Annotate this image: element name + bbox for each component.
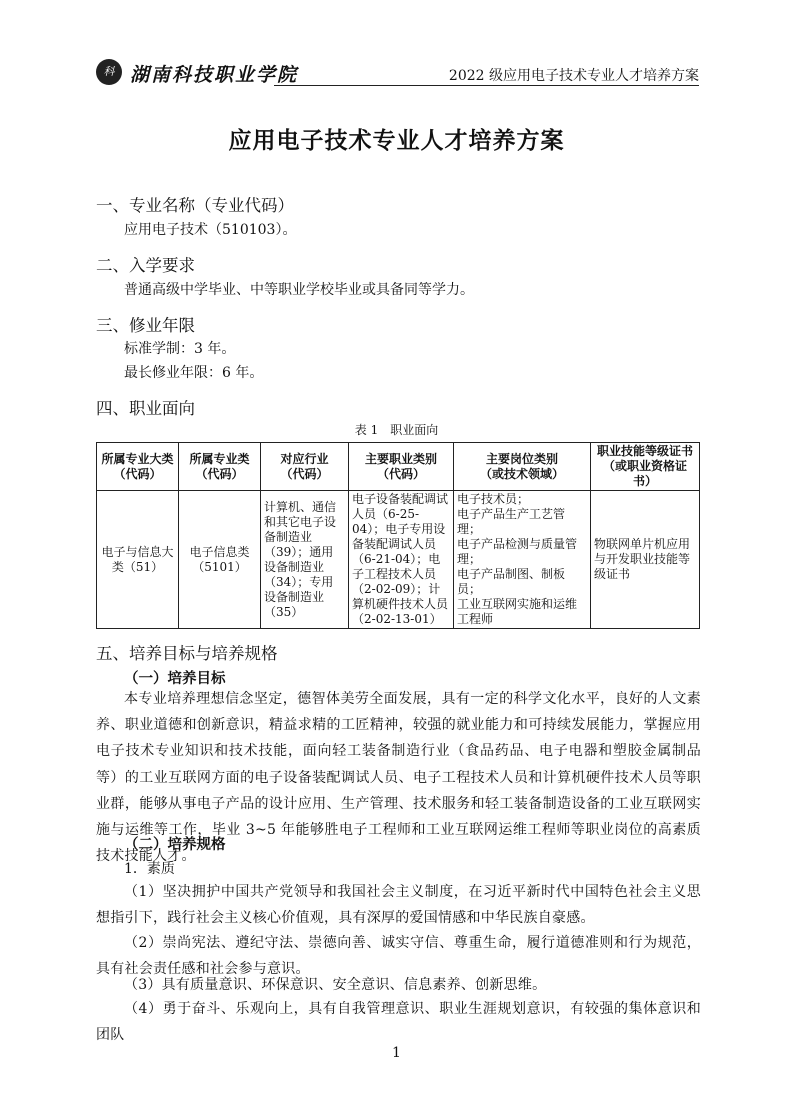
- goal-paragraph: 本专业培养理想信念坚定，德智体美劳全面发展，具有一定的科学文化水平，良好的人文素养、职业道德和创新意识，精益求精的工匠精神，较强的就业能力和可持续发展能力，掌握应用电子技术专业知识和技术技能，面向轻工装备制造行业（食品药品、电子电器和塑胶金属制品等）的工业互联网方面的电子设备装配调试人员、电子工程技术人员和计算机硬件技术人员等职业群，能够从事电子产品的设计应用、生产管理、技术服务和轻工装备制造设备的工业互联网实施与运维等工作，毕业 3~5 年能够胜电子工程师和工业互联网运维工程师等职业岗位的高素质技术技能人才。: [96, 691, 701, 865]
- page-number: 1: [392, 1045, 401, 1061]
- section-1-heading: 一、专业名称（专业代码）: [96, 196, 294, 215]
- spec-item-1: （1）坚决拥护中国共产党领导和我国社会主义制度，在习近平新时代中国特色社会主义思想指引下，践行社会主义核心价值观，具有深厚的爱国情感和中华民族自豪感。: [96, 884, 701, 926]
- table-row: [97, 491, 700, 629]
- header-rule: [274, 85, 699, 86]
- section-3-line-1: 标准学制：3 年。: [124, 341, 236, 357]
- section-3-line-2: 最长修业年限：6 年。: [124, 365, 264, 381]
- page-header: [96, 52, 699, 86]
- cell-major-class: 电子信息类（5101）: [179, 491, 261, 629]
- section-2-body: 普通高级中学毕业、中等职业学校毕业或具备同等学力。: [124, 282, 474, 298]
- cell-positions: 电子技术员； 电子产品生产工艺管理； 电子产品检测与质量管理； 电子产品制图、制板员； 工业互联网实施和运维工程师: [454, 491, 591, 629]
- subsection-goal-heading: （一）培养目标: [124, 671, 226, 687]
- table-header-row: [97, 443, 700, 491]
- spec-item-2: （2）崇尚宪法、遵纪守法、崇德向善、诚实守信、尊重生命，履行道德准则和行为规范，具有社会责任感和社会参与意识。: [96, 935, 701, 977]
- cell-certificate: 物联网单片机应用与开发职业技能等级证书: [591, 491, 700, 629]
- header-doc-title: 2022 级应用电子技术专业人才培养方案: [448, 68, 699, 84]
- table-header-cell: 主要职业类别 （代码）: [349, 443, 454, 491]
- spec-item-4: （4）勇于奋斗、乐观向上，具有自我管理意识、职业生涯规划意识，有较强的集体意识和团队: [96, 1001, 701, 1043]
- table-header-cell: 所属专业类 （代码）: [179, 443, 261, 491]
- cell-industry: 计算机、通信和其它电子设备制造业（39）；通用设备制造业（34）；专用设备制造业（35）: [261, 491, 349, 629]
- spec-item-3: （3）具有质量意识、环保意识、安全意识、信息素养、创新思维。: [124, 977, 547, 993]
- spec-item-title: 1．素质: [124, 861, 175, 877]
- subsection-spec-heading: （二）培养规格: [124, 837, 226, 853]
- document-title: 应用电子技术专业人才培养方案: [228, 128, 565, 154]
- table-header-cell: 主要岗位类别 （或技术领域）: [454, 443, 591, 491]
- school-name-logo: 湖南科技职业学院: [130, 64, 299, 86]
- section-4-heading: 四、职业面向: [96, 399, 195, 418]
- section-1-body: 应用电子技术（510103）。: [124, 222, 297, 238]
- cell-occupation: 电子设备装配调试人员（6-25-04）；电子专用设备装配调试人员（6-21-04）；电子工程技术人员（2-02-09）；计算机硬件技术人员（2-02-13-01）: [349, 491, 454, 629]
- table-caption: 表 1 职业面向: [354, 423, 439, 437]
- section-2-heading: 二、入学要求: [96, 256, 195, 275]
- section-5-heading: 五、培养目标与培养规格: [96, 644, 278, 663]
- table-header-cell: 职业技能等级证书 （或职业资格证书）: [591, 443, 700, 491]
- cell-major-category: 电子与信息大类（51）: [97, 491, 179, 629]
- table-header-cell: 所属专业大类 （代码）: [97, 443, 179, 491]
- career-orientation-table: [96, 442, 700, 629]
- section-3-heading: 三、修业年限: [96, 316, 195, 335]
- school-logo-icon: 科: [96, 59, 122, 85]
- table-header-cell: 对应行业 （代码）: [261, 443, 349, 491]
